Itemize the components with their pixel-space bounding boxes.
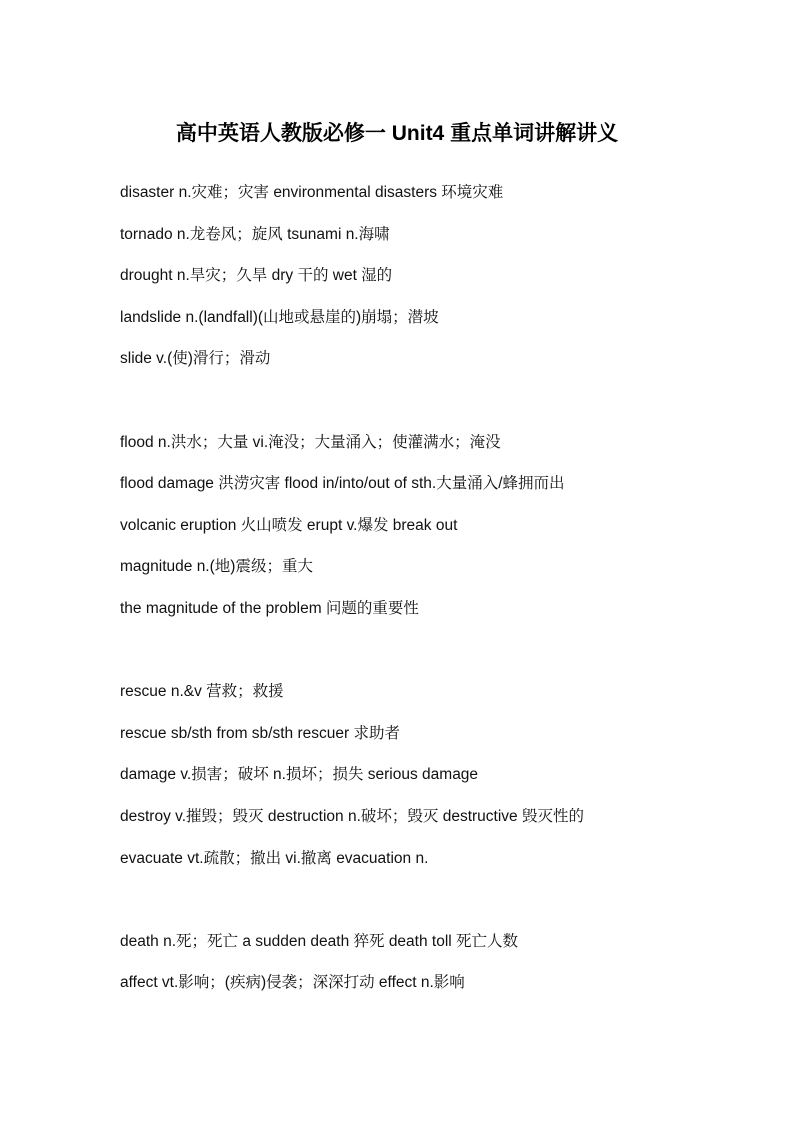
vocab-line: drought n.旱灾；久旱 dry 干的 wet 湿的: [120, 267, 393, 284]
vocab-line: disaster n.灾难；灾害 environmental disasters 环境灾难: [120, 184, 504, 201]
vocab-line: affect vt.影响；(疾病)侵袭；深深打动 effect n.影响: [120, 974, 465, 991]
vocab-line: rescue sb/sth from sb/sth rescuer 求助者: [120, 725, 400, 742]
vocab-line: magnitude n.(地)震级；重大: [120, 558, 313, 575]
vocab-line: destroy v.摧毁；毁灭 destruction n.破坏；毁灭 destructive 毁灭性的: [120, 808, 584, 825]
vocab-line: flood damage 洪涝灾害 flood in/into/out of sth.大量涌入/蜂拥而出: [120, 475, 565, 492]
vocab-line: death n.死；死亡 a sudden death 猝死 death toll 死亡人数: [120, 933, 519, 950]
vocab-line: rescue n.&v 营救；救援: [120, 683, 284, 700]
vocab-line: evacuate vt.疏散；撤出 vi.撤离 evacuation n.: [120, 850, 429, 867]
vocab-line: landslide n.(landfall)(山地或悬崖的)崩塌；潜坡: [120, 309, 439, 326]
vocab-line: tornado n.龙卷风；旋风 tsunami n.海啸: [120, 226, 390, 243]
vocab-line: damage v.损害；破坏 n.损坏；损失 serious damage: [120, 766, 479, 783]
vocab-line: volcanic eruption 火山喷发 erupt v.爆发 break out: [120, 517, 458, 534]
page-title: 高中英语人教版必修一 Unit4 重点单词讲解讲义: [175, 122, 619, 145]
vocab-line: flood n.洪水；大量 vi.淹没；大量涌入；使灌满水；淹没: [120, 434, 501, 451]
vocab-line: the magnitude of the problem 问题的重要性: [120, 600, 419, 617]
vocab-line: slide v.(使)滑行；滑动: [120, 350, 271, 367]
